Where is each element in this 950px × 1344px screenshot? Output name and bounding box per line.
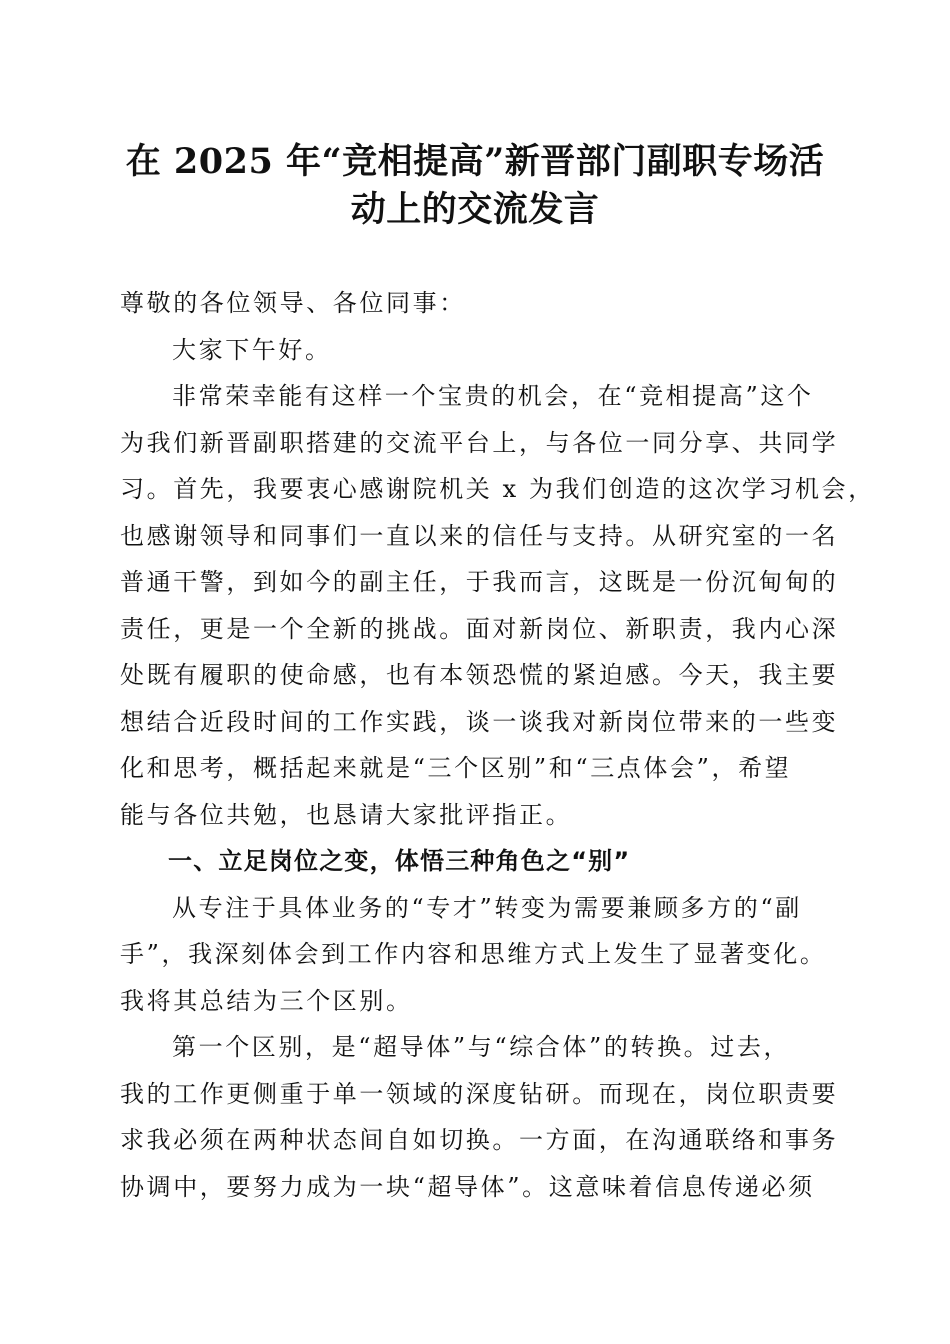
paragraph-line: 责任，更是一个全新的挑战。面对新岗位、新职责，我内心深 <box>120 614 839 643</box>
paragraph-line: 手”，我深刻体会到工作内容和思维方式上发生了显著变化。 <box>120 940 827 968</box>
paragraph-line: 第一个区别，是“超导体”与“综合体”的转换。过去， <box>172 1033 791 1061</box>
salutation: 尊敬的各位领导、各位同事： <box>120 289 466 317</box>
paragraph-line: 从专注于具体业务的“专才”转变为需要兼顾多方的“副 <box>172 893 802 922</box>
title-line: 动上的交流发言 <box>350 189 600 230</box>
section-heading: 一、立足岗位之变，体悟三种角色之“别” <box>168 847 631 875</box>
paragraph-line: 想结合近段时间的工作实践，谈一谈我对新岗位带来的一些变 <box>120 707 839 736</box>
paragraph-line: 我将其总结为三个区别。 <box>120 986 413 1015</box>
paragraph-line: 普通干警，到如今的副主任，于我而言，这既是一份沉甸甸的 <box>120 568 839 596</box>
greeting: 大家下午好。 <box>172 335 332 364</box>
paragraph-line: 能与各位共勉，也恳请大家批评指正。 <box>120 800 573 829</box>
paragraph-line: 化和思考，概括起来就是“三个区别”和“三点体会”，希望 <box>120 754 792 782</box>
paragraph-line: 求我必须在两种状态间自如切换。一方面，在沟通联络和事务 <box>120 1126 839 1154</box>
paragraph-line: 习。首先，我要衷心感谢院机关 x 为我们创造的这次学习机会， <box>120 475 875 503</box>
paragraph-line: 也感谢领导和同事们一直以来的信任与支持。从研究室的一名 <box>120 521 839 550</box>
title-line: 在 2025 年“竞相提高”新晋部门副职专场活 <box>125 141 825 182</box>
paragraph-line: 我的工作更侧重于单一领域的深度钻研。而现在，岗位职责要 <box>120 1079 839 1108</box>
paragraph-line: 为我们新晋副职搭建的交流平台上，与各位一同分享、共同学 <box>120 428 839 457</box>
paragraph-line: 协调中，要努力成为一块“超导体”。这意味着信息传递必须 <box>120 1172 815 1201</box>
paragraph-line: 非常荣幸能有这样一个宝贵的机会，在“竞相提高”这个 <box>172 382 814 410</box>
document-title <box>120 138 830 234</box>
document-body <box>120 280 875 1210</box>
paragraph-line: 处既有履职的使命感，也有本领恐慌的紧迫感。今天，我主要 <box>120 661 839 689</box>
